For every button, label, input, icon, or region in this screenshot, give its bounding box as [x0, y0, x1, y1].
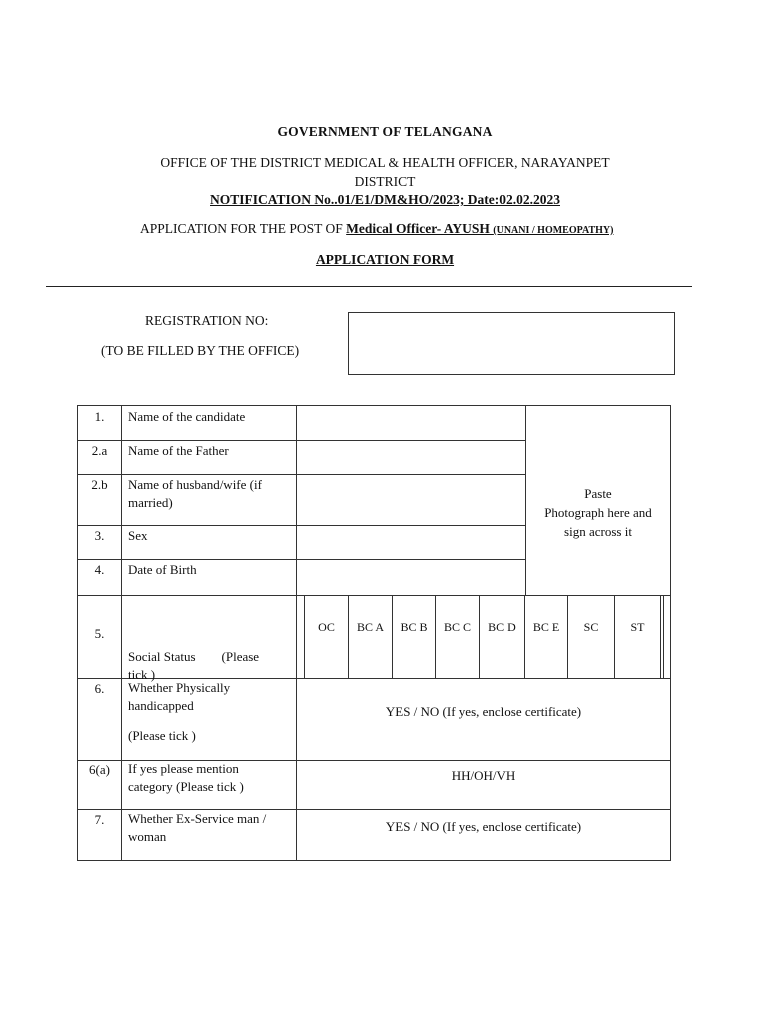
post-name: Medical Officer- AYUSH (UNANI / HOMEOPATHY)	[346, 221, 614, 236]
row-number: 1.	[94, 409, 105, 424]
grid-line	[479, 595, 480, 678]
spouse-name-field[interactable]	[297, 475, 525, 525]
form-title: APPLICATION FORM	[315, 252, 455, 267]
photo-note-line: Paste	[584, 486, 612, 501]
social-status-option-st[interactable]: ST	[630, 620, 645, 634]
social-status-option-bc-d[interactable]: BC D	[488, 620, 516, 634]
grid-line	[78, 595, 670, 596]
registration-note: (TO BE FILLED BY THE OFFICE)	[101, 343, 300, 358]
grid-line	[660, 595, 661, 678]
label-father-name: Name of the Father	[128, 443, 229, 458]
social-status-option-bc-e[interactable]: BC E	[532, 620, 560, 634]
grid-line	[348, 595, 349, 678]
label-social-status: Social Status (Please tick )	[128, 649, 260, 682]
application-form-table	[77, 405, 671, 861]
candidate-name-field[interactable]	[297, 407, 525, 440]
date-of-birth-field[interactable]	[297, 560, 525, 595]
social-status-option-bc-c[interactable]: BC C	[443, 620, 471, 634]
office-line-2: DISTRICT	[354, 174, 416, 189]
social-status-option-bc-b[interactable]: BC B	[400, 620, 428, 634]
government-title: GOVERNMENT OF TELANGANA	[277, 124, 493, 139]
social-status-option-sc[interactable]: SC	[583, 620, 599, 634]
label-ex-service: Whether Ex-Service man / woman	[128, 811, 267, 844]
post-prefix: APPLICATION FOR THE POST OF	[140, 221, 347, 236]
father-name-field[interactable]	[297, 441, 525, 474]
label-sex: Sex	[128, 528, 148, 543]
social-status-option-bc-a[interactable]: BC A	[356, 620, 384, 634]
photo-area[interactable]	[526, 484, 670, 541]
office-line-1: OFFICE OF THE DISTRICT MEDICAL & HEALTH OFFICER, NARAYANPET	[160, 155, 610, 170]
grid-line	[304, 595, 305, 678]
label-candidate-name: Name of the candidate	[128, 409, 246, 424]
ex-service-answer[interactable]: YES / NO (If yes, enclose certificate)	[385, 819, 582, 834]
label-physically-handicapped: Whether Physically handicapped (Please tick )	[128, 680, 231, 743]
grid-line	[392, 595, 393, 678]
grid-line	[435, 595, 436, 678]
row-number: 2.b	[91, 477, 108, 492]
post-title	[140, 221, 613, 237]
photo-note-line: sign across it	[564, 524, 632, 539]
notification-number: NOTIFICATION No..01/E1/DM&HO/2023; Date:02.02.2023	[210, 192, 560, 207]
divider	[46, 286, 692, 287]
grid-line	[567, 595, 568, 678]
registration-label: REGISTRATION NO:	[145, 313, 269, 328]
grid-line	[663, 595, 664, 678]
label-date-of-birth: Date of Birth	[128, 562, 197, 577]
registration-number-box[interactable]	[348, 312, 675, 375]
row-number: 3.	[94, 528, 105, 543]
label-spouse-name: Name of husband/wife (if married)	[128, 477, 262, 510]
photo-note-line: Photograph here and	[544, 505, 652, 520]
post-specialty: (UNANI / HOMEOPATHY)	[493, 225, 614, 236]
row-number: 7.	[94, 812, 105, 827]
label-handicap-category: If yes please mention category (Please tick )	[128, 761, 244, 794]
grid-line	[614, 595, 615, 678]
handicapped-answer[interactable]: YES / NO (If yes, enclose certificate)	[385, 704, 582, 719]
grid-line	[524, 595, 525, 678]
office-name	[0, 153, 770, 191]
row-number: 2.a	[91, 443, 108, 458]
row-number: 6.	[94, 681, 105, 696]
row-number: 4.	[94, 562, 105, 577]
sex-field[interactable]	[297, 526, 525, 559]
social-status-option-oc[interactable]: OC	[318, 620, 335, 634]
row-number: 5.	[94, 626, 105, 641]
handicap-category-answer[interactable]: HH/OH/VH	[451, 768, 516, 783]
row-number: 6(a)	[89, 762, 110, 777]
